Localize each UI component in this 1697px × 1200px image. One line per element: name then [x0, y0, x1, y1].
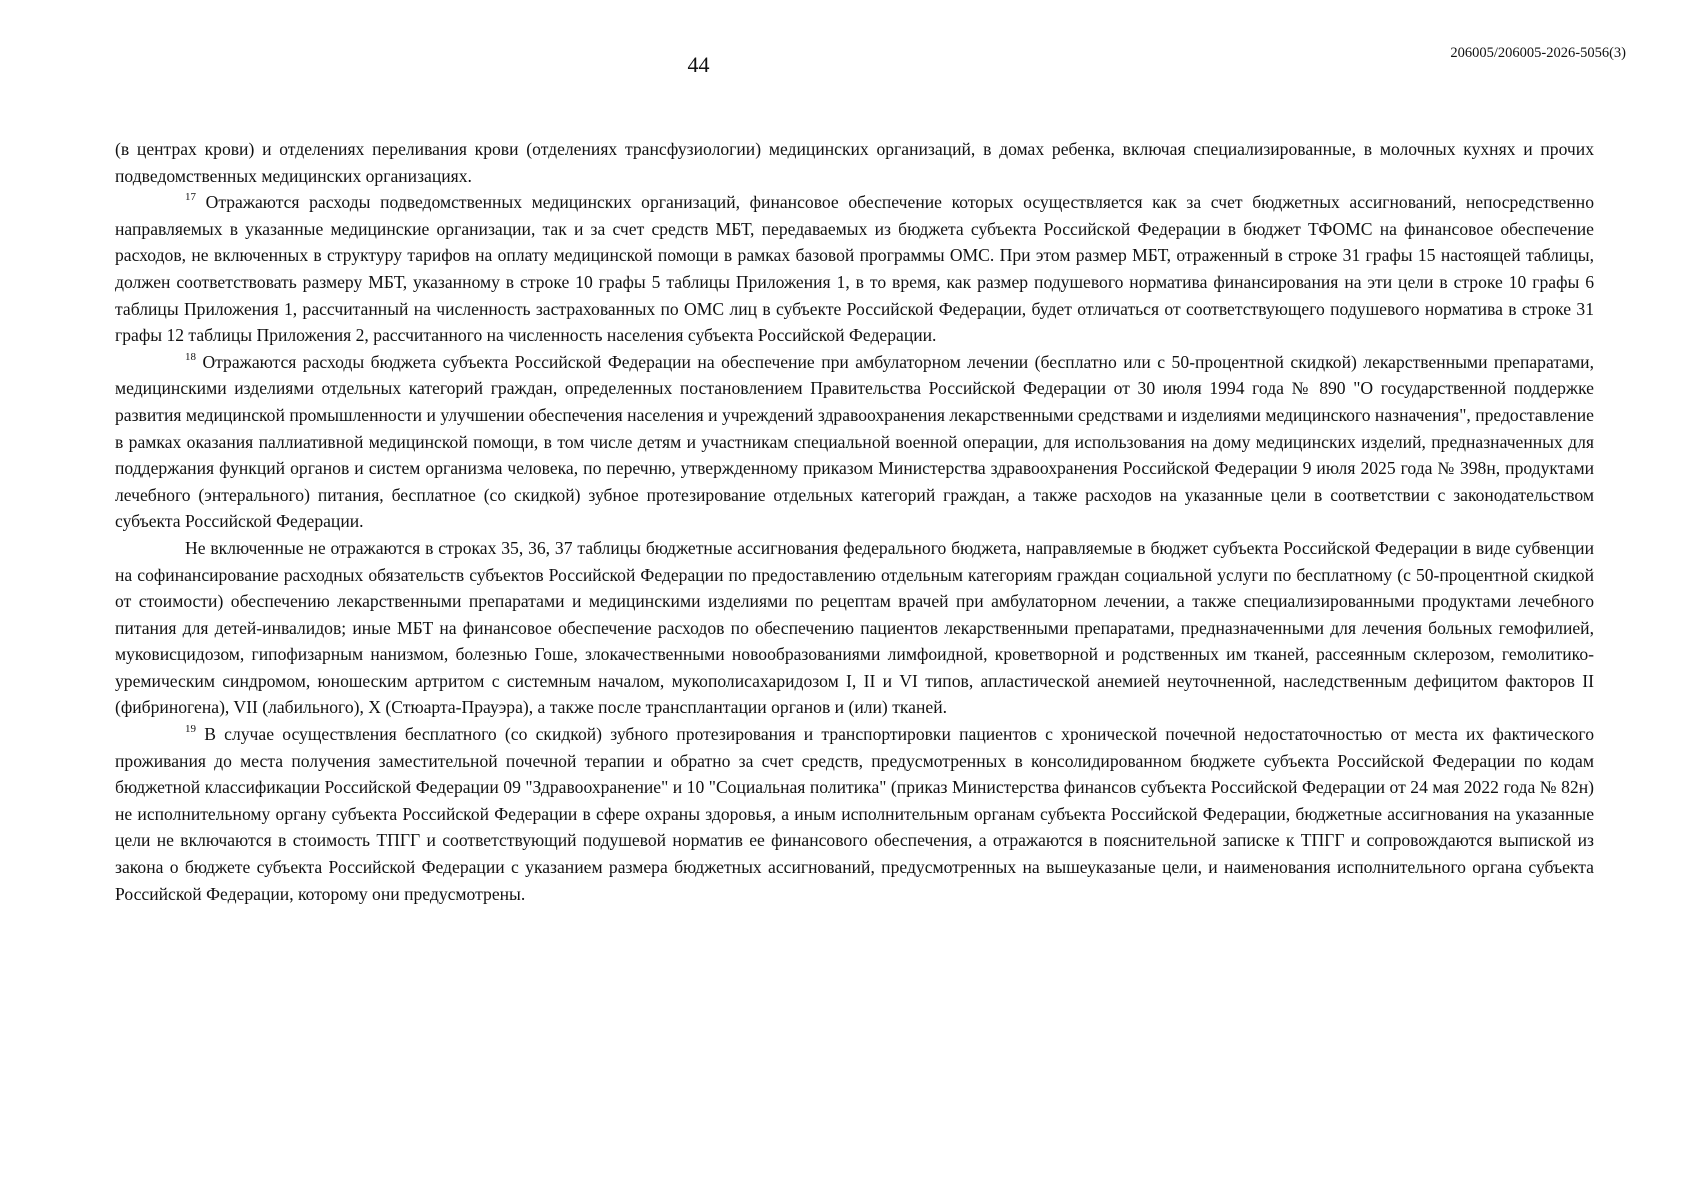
paragraph-text: В случае осуществления бесплатного (со скидкой) зубного протезирования и транспортировки пациентов с хронической почечной недостаточностью от места их фактического проживания до места получения заместительной почечной терапии и обратно за счет средств, предусмотренных в консолидированном бюджете субъекта Российской Федерации по кодам бюджетной классификации Российской Федерации 09 "Здравоохранение" и 10 "Социальная политика" (приказ Министерства финансов субъекта Российской Федерации от 24 мая 2022 года № 82н) не исполнительному органу субъекта Российской Федерации в сфере охраны здоровья, а иным исполнительным органам субъекта Российской Федерации, бюджетные ассигнования на указанные цели не включаются в стоимость ТПГГ и соответствующий подушевой норматив ее финансового обеспечения, а отражаются в пояснительной записке к ТПГГ и сопровождаются выпиской из закона о бюджете субъекта Российской Федерации с указанием размера бюджетных ассигнований, предусмотренных на вышеуказаные цели, и наименования исполнительного органа субъекта Российской Федерации, которому они предусмотрены. [115, 724, 1594, 904]
footnote-19 [115, 721, 1594, 907]
page-number: 44 [687, 52, 710, 77]
paragraph-text: (в центрах крови) и отделениях переливания крови (отделениях трансфузиологии) медицинских организаций, в домах ребенка, включая специализированные, в молочных кухнях и прочих подведомственных медицинских организациях. [115, 139, 1594, 186]
footnote-marker: 17 [185, 191, 196, 204]
footnote-17 [115, 189, 1594, 349]
paragraph-text: Не включенные не отражаются в строках 35, 36, 37 таблицы бюджетные ассигнования федерального бюджета, направляемые в бюджет субъекта Российской Федерации в виде субвенции на софинансирование расходных обязательств субъектов Российской Федерации по предоставлению отдельным категориям граждан социальной услуги по бесплатному (с 50-процентной скидкой от стоимости) обеспечению лекарственными препаратами и медицинскими изделиями по рецептам врачей при амбулаторном лечении, а также специализированными продуктами лечебного питания для детей-инвалидов; иные МБТ на финансовое обеспечение расходов по обеспечению пациентов лекарственными препаратами, предназначенными для лечения больных гемофилией, муковисцидозом, гипофизарным нанизмом, болезнью Гоше, злокачественными новообразованиями лимфоидной, кроветворной и родственных им тканей, рассеянным склерозом, гемолитико-уремическим синдромом, юношеским артритом с системным началом, мукополисахаридозом I, II и VI типов, апластической анемией неуточненной, наследственным дефицитом факторов II (фибриногена), VII (лабильного), X (Стюарта-Прауэра), а также после трансплантации органов и (или) тканей. [115, 537, 1594, 718]
paragraph-text: Отражаются расходы подведомственных медицинских организаций, финансовое обеспечение которых осуществляется как за счет бюджетных ассигнований, непосредственно направляемых в указанные медицинские организации, так и за счет средств МБТ, передаваемых из бюджета субъекта Российской Федерации в бюджет ТФОМС на финансовое обеспечение расходов, не включенных в структуру тарифов на оплату медицинской помощи в рамках базовой программы ОМС. При этом размер МБТ, отраженный в строке 31 графы 15 настоящей таблицы, должен соответствовать размеру МБТ, указанному в строке 10 графы 5 таблицы Приложения 1, в то время, как размер подушевого норматива финансирования на эти цели в строке 10 графы 6 таблицы Приложения 1, рассчитанный на численность застрахованных по ОМС лиц в субъекте Российской Федерации, будет отличаться от соответствующего подушевого норматива в строке 31 графы 12 таблицы Приложения 2, рассчитанного на численность населения субъекта Российской Федерации. [115, 192, 1594, 346]
footnote-marker: 19 [185, 723, 196, 736]
footnote-marker: 18 [185, 350, 196, 363]
footnote-18 [115, 349, 1594, 535]
document-code: 206005/206005-2026-5056(3) [1450, 45, 1626, 61]
paragraph-text: Отражаются расходы бюджета субъекта Российской Федерации на обеспечение при амбулаторном лечении (бесплатно или с 50-процентной скидкой) лекарственными препаратами, медицинскими изделиями отдельных категорий граждан, определенных постановлением Правительства Российской Федерации от 30 июля 1994 года № 890 "О государственной поддержке развития медицинской промышленности и улучшении обеспечения населения и учреждений здравоохранения лекарственными средствами и изделиями медицинского назначения", предоставление в рамках оказания паллиативной медицинской помощи, в том числе детям и участникам специальной военной операции, для использования на дому медицинских изделий, предназначенных для поддержания функций органов и систем организма человека, по перечню, утвержденному приказом Министерства здравоохранения Российской Федерации 9 июля 2025 года № 398н, продуктами лечебного (энтерального) питания, бесплатное (со скидкой) зубное протезирование отдельных категорий граждан, а также расходов на указанные цели в соответствии с законодательством субъекта Российской Федерации. [115, 351, 1594, 532]
paragraph-continuation [115, 136, 1594, 189]
paragraph-exclusions [115, 535, 1594, 721]
document-body [115, 136, 1594, 907]
